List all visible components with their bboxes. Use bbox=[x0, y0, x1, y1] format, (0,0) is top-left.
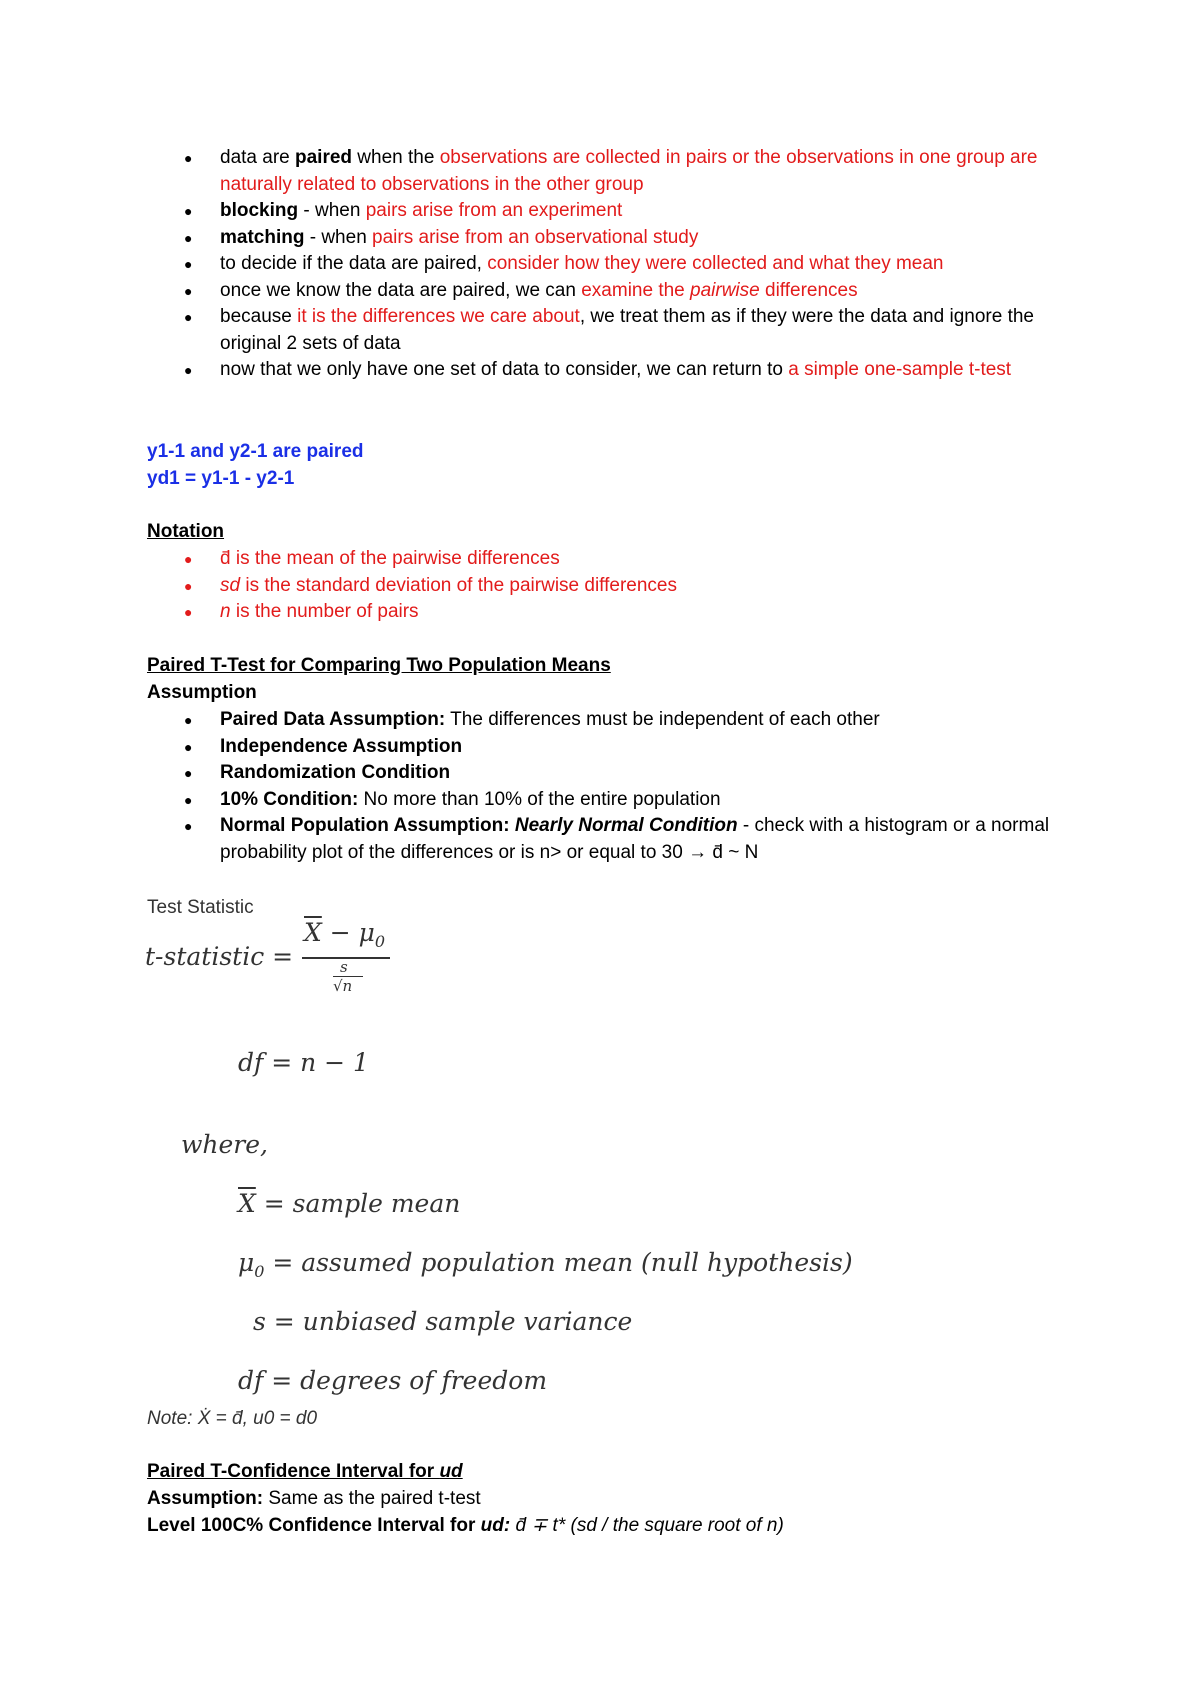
text: because bbox=[220, 306, 298, 327]
text: Paired T-Confidence Interval for bbox=[147, 1461, 440, 1482]
list-item bbox=[0, 707, 1060, 734]
highlight-text: differences bbox=[759, 279, 858, 301]
text: once we know the data are paired, we can bbox=[220, 279, 582, 301]
symbol: n bbox=[220, 601, 231, 622]
list-item bbox=[0, 734, 1060, 761]
text: = assumed population mean (null hypothesis) bbox=[264, 1248, 853, 1277]
list-item bbox=[0, 357, 1060, 384]
list-item bbox=[0, 304, 1060, 357]
subscript: 0 bbox=[374, 932, 386, 951]
highlight-text: examine the bbox=[581, 279, 691, 301]
assumption-label: Assumption bbox=[147, 682, 257, 703]
bold-term: paired bbox=[295, 147, 353, 168]
bold-term: Normal Population Assumption: bbox=[220, 815, 515, 836]
text: now that we only have one set of data to consider, we can return to bbox=[220, 359, 789, 380]
bold-term: Randomization Condition bbox=[220, 762, 451, 783]
highlight-text: it is the differences we care about bbox=[297, 306, 580, 327]
text: to decide if the data are paired, bbox=[220, 253, 488, 274]
list-item bbox=[0, 198, 1060, 225]
bold-italic-term: Nearly Normal Condition bbox=[514, 815, 738, 836]
bold-term: Assumption: bbox=[147, 1488, 264, 1509]
text: , we treat them as if they were the data and ignore the original 2 sets of data bbox=[220, 306, 1034, 354]
bold-term: Independence Assumption bbox=[220, 735, 463, 757]
xbar: $\overline{X}$ bbox=[304, 918, 322, 947]
list-item bbox=[0, 573, 1060, 600]
highlight-text: a simple one-sample t-test bbox=[788, 359, 1012, 380]
notation-list bbox=[0, 546, 1200, 626]
note: Note: Ẋ = d̄, u0 = d0 bbox=[147, 1408, 318, 1429]
list-item bbox=[0, 546, 1060, 573]
text: No more than 10% of the entire population bbox=[358, 788, 721, 810]
symbol: d̄ bbox=[220, 548, 231, 569]
assumption-list bbox=[0, 707, 1200, 866]
bold-term: Level 100C% Confidence Interval for bbox=[147, 1515, 481, 1536]
list-item bbox=[0, 278, 1060, 305]
denom-n: √n bbox=[333, 977, 353, 995]
text: - when bbox=[298, 200, 366, 221]
df-formula: df = n − 1 bbox=[238, 1048, 369, 1077]
tstat-lhs: t-statistic = bbox=[145, 942, 294, 971]
highlight-text: observations are collected in pairs or the observations in one group are naturally related to observations in the other group bbox=[220, 147, 1038, 195]
notation-heading: Notation bbox=[147, 521, 225, 542]
text: = sample mean bbox=[255, 1189, 461, 1218]
bold-term: 10% Condition: bbox=[220, 788, 359, 810]
formula-text: d̄ ∓ t* (sd / the square root of n) bbox=[510, 1515, 784, 1536]
highlight-text: pairs arise from an experiment bbox=[365, 200, 623, 221]
ttest-heading: Paired T-Test for Comparing Two Population Means bbox=[147, 655, 611, 676]
paired-statement: y1-1 and y2-1 are paired bbox=[147, 441, 364, 462]
text: data are bbox=[220, 147, 295, 168]
text: - check with a histogram or a normal probability plot of the differences or is n> or equal to 30 → d̄ ~ N bbox=[220, 815, 1050, 863]
xbar: $\overline{X}$ bbox=[238, 1189, 256, 1218]
test-statistic-label: Test Statistic bbox=[147, 897, 254, 918]
def-sample-mean bbox=[238, 1189, 460, 1218]
denom-s: s bbox=[340, 958, 348, 976]
ci-level bbox=[147, 1513, 784, 1539]
list-item bbox=[0, 787, 1060, 814]
list-item bbox=[0, 251, 1060, 278]
highlight-text: pairs arise from an observational study bbox=[372, 226, 699, 248]
text: - when bbox=[304, 226, 373, 248]
symbol: ud: bbox=[480, 1515, 511, 1536]
list-item bbox=[0, 225, 1060, 252]
list-item bbox=[0, 145, 1060, 198]
highlight-text: consider how they were collected and what they mean bbox=[487, 253, 944, 274]
list-item bbox=[0, 813, 1060, 866]
text: when the bbox=[352, 147, 440, 168]
ci-assumption bbox=[147, 1486, 481, 1512]
where-label: where, bbox=[181, 1130, 268, 1159]
def-population-mean bbox=[238, 1248, 853, 1281]
list-item bbox=[0, 599, 1060, 626]
pairing-bullet-list bbox=[0, 145, 1200, 384]
text: is the mean of the pairwise differences bbox=[230, 548, 560, 569]
ci-heading bbox=[147, 1459, 463, 1485]
tstat-numerator bbox=[304, 918, 385, 951]
list-item bbox=[0, 760, 1060, 787]
bold-term: Paired Data Assumption: bbox=[220, 709, 446, 730]
subscript: 0 bbox=[254, 1262, 265, 1281]
symbol: sd bbox=[220, 574, 241, 596]
difference-definition: yd1 = y1-1 - y2-1 bbox=[147, 468, 295, 489]
text: is the number of pairs bbox=[230, 601, 419, 622]
symbol: ud bbox=[439, 1461, 463, 1482]
bold-term: matching bbox=[220, 226, 305, 248]
text: Same as the paired t-test bbox=[263, 1488, 481, 1509]
text: The differences must be independent of each other bbox=[445, 709, 880, 730]
mu: μ bbox=[238, 1248, 255, 1277]
minus-mu: − μ bbox=[321, 918, 375, 947]
text: is the standard deviation of the pairwise differences bbox=[240, 574, 677, 596]
def-variance: s = unbiased sample variance bbox=[253, 1307, 633, 1336]
bold-term: blocking bbox=[220, 200, 299, 221]
highlight-italic: pairwise bbox=[690, 279, 760, 301]
def-df: df = degrees of freedom bbox=[238, 1366, 548, 1395]
